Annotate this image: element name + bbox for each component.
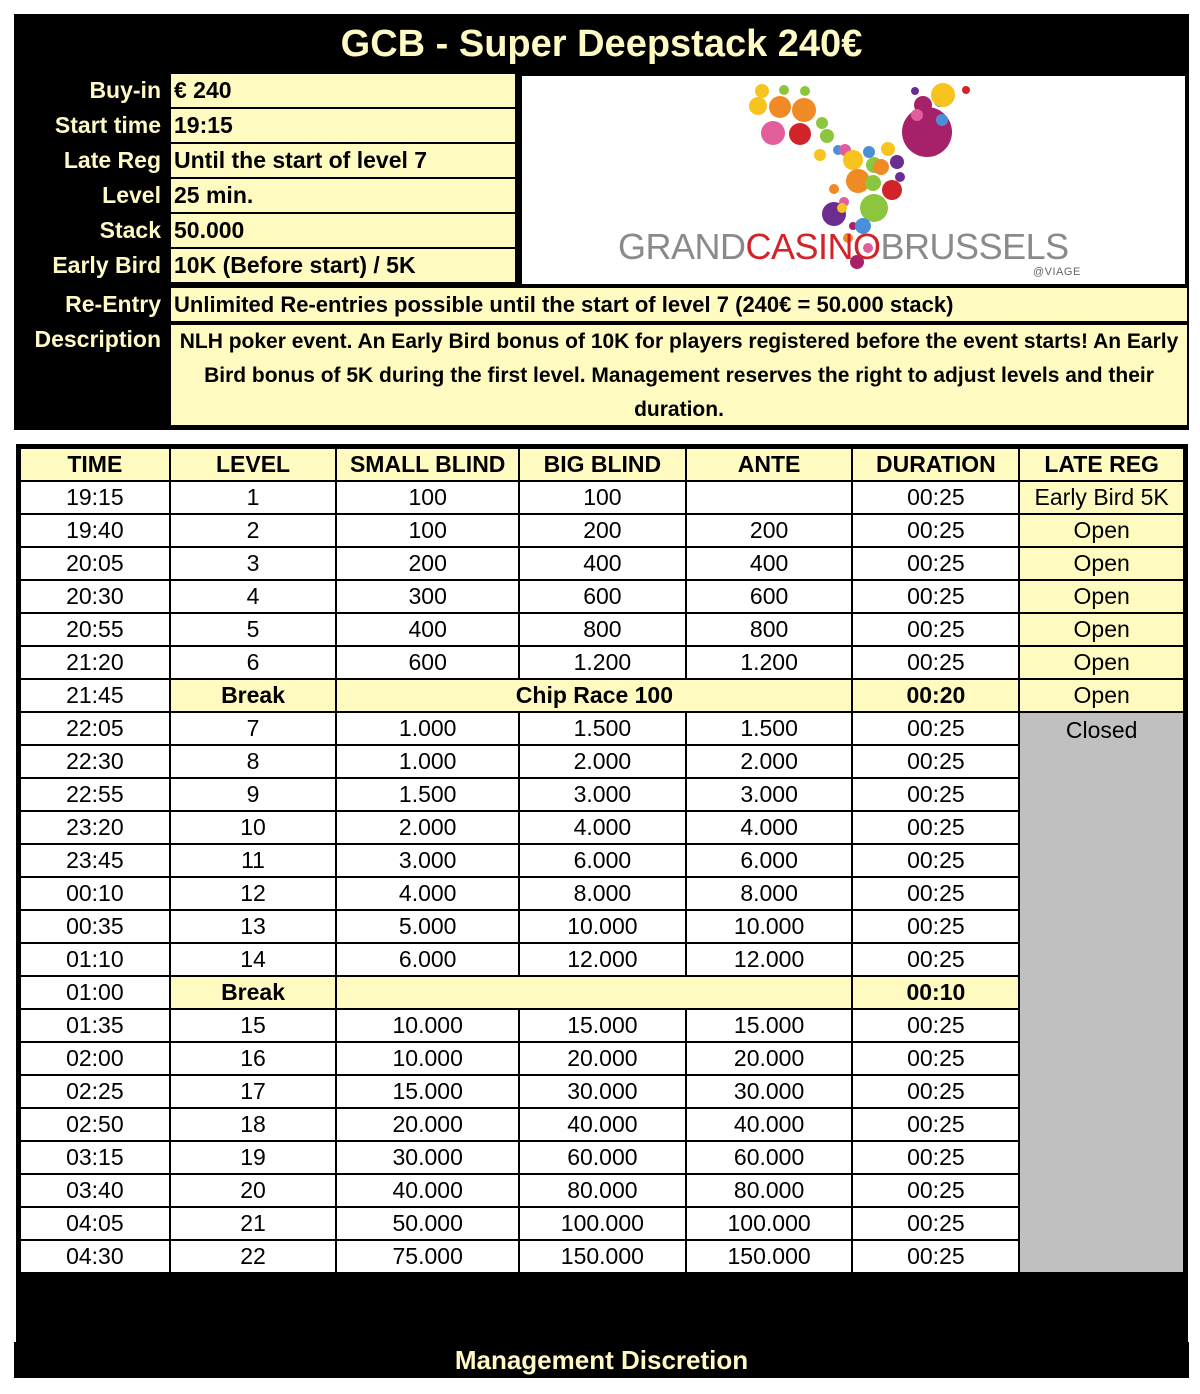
level-cell: 6 [170, 646, 337, 679]
big-blind-cell: 6.000 [519, 844, 686, 877]
level-cell: 12 [170, 877, 337, 910]
table-row [20, 877, 1184, 910]
logo-bubble [902, 107, 952, 157]
small-blind-cell: 600 [336, 646, 519, 679]
ante-cell: 400 [686, 547, 853, 580]
ante-cell: 10.000 [686, 910, 853, 943]
logo-bubble [873, 159, 889, 175]
break-label-cell: Break [170, 679, 337, 712]
big-blind-cell: 100 [519, 481, 686, 514]
late-reg-cell: Open [1019, 547, 1184, 580]
table-row [20, 580, 1184, 613]
duration-cell: 00:25 [852, 481, 1019, 514]
level-value: 25 min. [171, 179, 515, 212]
ante-cell: 2.000 [686, 745, 853, 778]
time-cell: 22:30 [20, 745, 170, 778]
late-reg-cell: Open [1019, 514, 1184, 547]
logo-bubble [769, 96, 791, 118]
table-row [20, 1009, 1184, 1042]
level-cell: 13 [170, 910, 337, 943]
blind-structure-table [19, 447, 1185, 1274]
ante-cell: 4.000 [686, 811, 853, 844]
small-blind-cell: 10.000 [336, 1009, 519, 1042]
logo-bubble [789, 123, 811, 145]
logo-word-casino: CASINO [745, 226, 881, 267]
ante-cell: 8.000 [686, 877, 853, 910]
description-label: Description [34, 326, 161, 352]
duration-cell: 00:25 [852, 646, 1019, 679]
logo-word-grand: GRAND [618, 226, 746, 267]
logo-bubble [890, 155, 904, 169]
table-row [20, 712, 1184, 745]
big-blind-cell: 2.000 [519, 745, 686, 778]
logo-bubble [865, 175, 881, 191]
table-body [20, 481, 1184, 1273]
duration-cell: 00:25 [852, 712, 1019, 745]
footer-note: Management Discretion [14, 1342, 1189, 1378]
description-value: NLH poker event. An Early Bird bonus of 10K for players registered before the event starts! An Early Bird bonus of 5K during the first level. Management reserves the right to adjust levels and their duration. [171, 325, 1187, 425]
time-cell: 22:05 [20, 712, 170, 745]
level-label: Level [102, 182, 161, 208]
column-header: TIME [20, 448, 170, 481]
time-cell: 21:20 [20, 646, 170, 679]
small-blind-cell: 100 [336, 481, 519, 514]
time-cell: 01:10 [20, 943, 170, 976]
time-cell: 21:45 [20, 679, 170, 712]
small-blind-cell: 1.000 [336, 745, 519, 778]
logo-bubble [863, 146, 875, 158]
break-row [20, 976, 1184, 1009]
big-blind-cell: 3.000 [519, 778, 686, 811]
time-cell: 22:55 [20, 778, 170, 811]
level-cell: 10 [170, 811, 337, 844]
logo-bubble [779, 85, 789, 95]
big-blind-cell: 80.000 [519, 1174, 686, 1207]
logo-bubble [911, 87, 919, 95]
table-row [20, 811, 1184, 844]
duration-cell: 00:25 [852, 547, 1019, 580]
late-reg-cell: Early Bird 5K [1019, 481, 1184, 514]
big-blind-cell: 40.000 [519, 1108, 686, 1141]
logo-bubble [843, 150, 863, 170]
big-blind-cell: 200 [519, 514, 686, 547]
duration-cell: 00:25 [852, 745, 1019, 778]
table-row [20, 1042, 1184, 1075]
table-row [20, 844, 1184, 877]
small-blind-cell: 300 [336, 580, 519, 613]
logo-bubble [962, 86, 970, 94]
late-reg-value: Until the start of level 7 [171, 144, 515, 177]
level-cell: 15 [170, 1009, 337, 1042]
late-reg-closed-cell: Closed [1019, 712, 1184, 1273]
level-cell: 18 [170, 1108, 337, 1141]
table-row [20, 778, 1184, 811]
duration-cell: 00:25 [852, 877, 1019, 910]
time-cell: 04:05 [20, 1207, 170, 1240]
level-cell: 19 [170, 1141, 337, 1174]
small-blind-cell: 100 [336, 514, 519, 547]
ante-cell: 80.000 [686, 1174, 853, 1207]
table-row [20, 1075, 1184, 1108]
big-blind-cell: 20.000 [519, 1042, 686, 1075]
time-cell: 01:00 [20, 976, 170, 1009]
ante-cell: 40.000 [686, 1108, 853, 1141]
table-row [20, 1141, 1184, 1174]
table-row [20, 547, 1184, 580]
small-blind-cell: 400 [336, 613, 519, 646]
ante-cell [686, 481, 853, 514]
late-reg-cell: Open [1019, 613, 1184, 646]
duration-cell: 00:25 [852, 943, 1019, 976]
re-entry-label: Re-Entry [65, 291, 161, 317]
level-cell: 16 [170, 1042, 337, 1075]
ante-cell: 3.000 [686, 778, 853, 811]
big-blind-cell: 60.000 [519, 1141, 686, 1174]
ante-cell: 1.500 [686, 712, 853, 745]
break-note-cell [336, 976, 852, 1009]
duration-cell: 00:25 [852, 1240, 1019, 1273]
small-blind-cell: 3.000 [336, 844, 519, 877]
big-blind-cell: 400 [519, 547, 686, 580]
duration-cell: 00:25 [852, 1009, 1019, 1042]
table-row [20, 910, 1184, 943]
logo-bubble [895, 172, 905, 182]
ante-cell: 800 [686, 613, 853, 646]
ante-cell: 15.000 [686, 1009, 853, 1042]
table-row [20, 514, 1184, 547]
level-cell: 7 [170, 712, 337, 745]
logo-bubble [882, 180, 902, 200]
table-row [20, 943, 1184, 976]
time-cell: 03:15 [20, 1141, 170, 1174]
small-blind-cell: 40.000 [336, 1174, 519, 1207]
logo-wordmark [618, 226, 1069, 268]
table-row [20, 1108, 1184, 1141]
column-header: DURATION [852, 448, 1019, 481]
duration-cell: 00:25 [852, 844, 1019, 877]
early-bird-value: 10K (Before start) / 5K [171, 249, 515, 282]
table-row [20, 613, 1184, 646]
time-cell: 20:55 [20, 613, 170, 646]
level-cell: 20 [170, 1174, 337, 1207]
table-row [20, 1174, 1184, 1207]
small-blind-cell: 50.000 [336, 1207, 519, 1240]
level-cell: 14 [170, 943, 337, 976]
logo-bubble [761, 121, 785, 145]
level-cell: 9 [170, 778, 337, 811]
big-blind-cell: 10.000 [519, 910, 686, 943]
table-header-row [20, 448, 1184, 481]
big-blind-cell: 4.000 [519, 811, 686, 844]
ante-cell: 60.000 [686, 1141, 853, 1174]
duration-cell: 00:25 [852, 1141, 1019, 1174]
small-blind-cell: 10.000 [336, 1042, 519, 1075]
time-cell: 02:50 [20, 1108, 170, 1141]
small-blind-cell: 200 [336, 547, 519, 580]
table-row [20, 1240, 1184, 1273]
big-blind-cell: 1.500 [519, 712, 686, 745]
duration-cell: 00:25 [852, 910, 1019, 943]
level-cell: 22 [170, 1240, 337, 1273]
break-label-cell: Break [170, 976, 337, 1009]
time-cell: 02:00 [20, 1042, 170, 1075]
logo-subtitle: @VIAGE [1033, 266, 1081, 278]
ante-cell: 6.000 [686, 844, 853, 877]
level-cell: 4 [170, 580, 337, 613]
time-cell: 20:30 [20, 580, 170, 613]
small-blind-cell: 6.000 [336, 943, 519, 976]
small-blind-cell: 15.000 [336, 1075, 519, 1108]
level-cell: 3 [170, 547, 337, 580]
big-blind-cell: 30.000 [519, 1075, 686, 1108]
break-row [20, 679, 1184, 712]
time-cell: 00:10 [20, 877, 170, 910]
column-header: ANTE [686, 448, 853, 481]
re-entry-value: Unlimited Re-entries possible until the start of level 7 (240€ = 50.000 stack) [171, 288, 1187, 321]
stack-value: 50.000 [171, 214, 515, 247]
time-cell: 04:30 [20, 1240, 170, 1273]
time-cell: 19:40 [20, 514, 170, 547]
small-blind-cell: 30.000 [336, 1141, 519, 1174]
column-header: BIG BLIND [519, 448, 686, 481]
late-reg-cell: Open [1019, 580, 1184, 613]
buyin-label: Buy-in [89, 77, 161, 103]
level-cell: 1 [170, 481, 337, 514]
duration-cell: 00:10 [852, 976, 1019, 1009]
late-reg-label: Late Reg [63, 147, 161, 173]
page-title: GCB - Super Deepstack 240€ [340, 23, 863, 65]
logo-bubble [814, 149, 826, 161]
break-note-cell: Chip Race 100 [336, 679, 852, 712]
ante-cell: 600 [686, 580, 853, 613]
late-reg-cell: Open [1019, 679, 1184, 712]
time-cell: 01:35 [20, 1009, 170, 1042]
logo-bubble [936, 114, 948, 126]
logo-bubble [837, 203, 847, 213]
logo-bubble [860, 194, 888, 222]
level-cell: 5 [170, 613, 337, 646]
start-time-value: 19:15 [171, 109, 515, 142]
level-cell: 11 [170, 844, 337, 877]
duration-cell: 00:20 [852, 679, 1019, 712]
small-blind-cell: 2.000 [336, 811, 519, 844]
time-cell: 23:45 [20, 844, 170, 877]
logo-bubble [911, 109, 923, 121]
logo-bubble [931, 83, 955, 107]
big-blind-cell: 12.000 [519, 943, 686, 976]
casino-logo [522, 76, 1185, 284]
big-blind-cell: 15.000 [519, 1009, 686, 1042]
ante-cell: 100.000 [686, 1207, 853, 1240]
early-bird-label: Early Bird [52, 252, 161, 278]
duration-cell: 00:25 [852, 1174, 1019, 1207]
table-row [20, 1207, 1184, 1240]
big-blind-cell: 8.000 [519, 877, 686, 910]
small-blind-cell: 20.000 [336, 1108, 519, 1141]
big-blind-cell: 150.000 [519, 1240, 686, 1273]
level-cell: 21 [170, 1207, 337, 1240]
small-blind-cell: 1.000 [336, 712, 519, 745]
logo-bubble [829, 184, 839, 194]
column-header: LEVEL [170, 448, 337, 481]
table-row [20, 481, 1184, 514]
blind-structure-table-frame [16, 444, 1188, 1342]
ante-cell: 150.000 [686, 1240, 853, 1273]
level-cell: 8 [170, 745, 337, 778]
time-cell: 19:15 [20, 481, 170, 514]
logo-bubble [749, 97, 767, 115]
big-blind-cell: 800 [519, 613, 686, 646]
table-row [20, 646, 1184, 679]
start-time-label: Start time [54, 112, 161, 138]
time-cell: 20:05 [20, 547, 170, 580]
late-reg-cell: Open [1019, 646, 1184, 679]
stack-label: Stack [99, 217, 161, 243]
ante-cell: 12.000 [686, 943, 853, 976]
column-header: SMALL BLIND [336, 448, 519, 481]
small-blind-cell: 75.000 [336, 1240, 519, 1273]
table-row [20, 745, 1184, 778]
logo-bubble [816, 117, 828, 129]
duration-cell: 00:25 [852, 1042, 1019, 1075]
time-cell: 03:40 [20, 1174, 170, 1207]
ante-cell: 1.200 [686, 646, 853, 679]
duration-cell: 00:25 [852, 514, 1019, 547]
time-cell: 23:20 [20, 811, 170, 844]
logo-bubble [820, 129, 834, 143]
duration-cell: 00:25 [852, 811, 1019, 844]
header-block [14, 14, 1189, 430]
duration-cell: 00:25 [852, 580, 1019, 613]
big-blind-cell: 600 [519, 580, 686, 613]
time-cell: 00:35 [20, 910, 170, 943]
logo-bubble [792, 98, 816, 122]
duration-cell: 00:25 [852, 778, 1019, 811]
ante-cell: 20.000 [686, 1042, 853, 1075]
level-cell: 2 [170, 514, 337, 547]
big-blind-cell: 1.200 [519, 646, 686, 679]
time-cell: 02:25 [20, 1075, 170, 1108]
duration-cell: 00:25 [852, 1207, 1019, 1240]
logo-word-brussels: BRUSSELS [880, 226, 1069, 267]
duration-cell: 00:25 [852, 1075, 1019, 1108]
duration-cell: 00:25 [852, 1108, 1019, 1141]
small-blind-cell: 1.500 [336, 778, 519, 811]
duration-cell: 00:25 [852, 613, 1019, 646]
logo-bubble [800, 86, 810, 96]
column-header: LATE REG [1019, 448, 1184, 481]
ante-cell: 200 [686, 514, 853, 547]
level-cell: 17 [170, 1075, 337, 1108]
logo-bubble [755, 84, 769, 98]
small-blind-cell: 5.000 [336, 910, 519, 943]
ante-cell: 30.000 [686, 1075, 853, 1108]
buyin-value: € 240 [171, 74, 515, 107]
logo-bubble [881, 142, 895, 156]
big-blind-cell: 100.000 [519, 1207, 686, 1240]
small-blind-cell: 4.000 [336, 877, 519, 910]
